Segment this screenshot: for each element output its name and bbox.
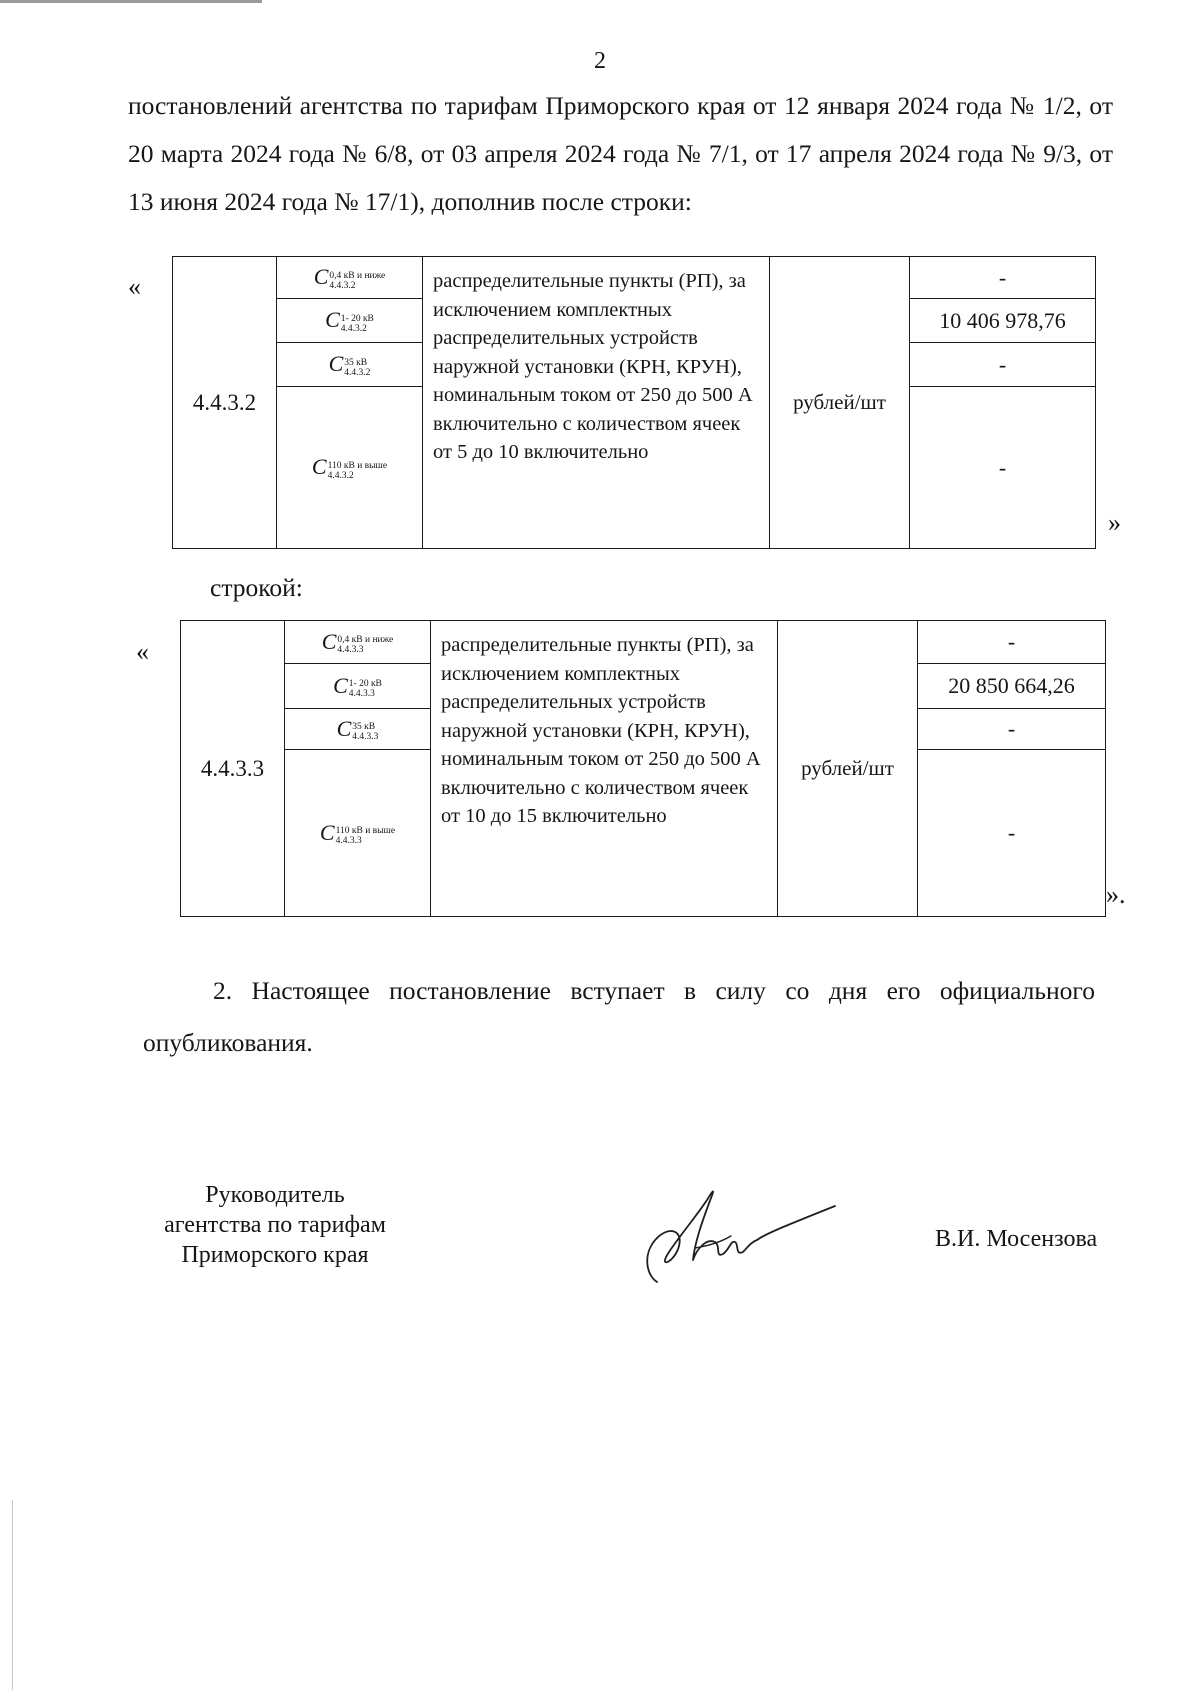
- value-cell: -: [910, 343, 1096, 387]
- signatory-line: агентства по тарифам: [164, 1212, 386, 1238]
- tariff-table-old: [172, 256, 1096, 549]
- close-quote: »: [1108, 508, 1121, 537]
- rate-symbol: C35 кВ 4.4.3.2: [277, 343, 423, 387]
- value-cell: 20 850 664,26: [918, 664, 1106, 709]
- page-number: 2: [594, 48, 606, 74]
- rate-symbol: C1- 20 кВ 4.4.3.3: [285, 664, 431, 709]
- table-code-cell: 4.4.3.3: [181, 621, 285, 917]
- unit-cell: рублей/шт: [778, 621, 918, 917]
- value-cell: 10 406 978,76: [910, 299, 1096, 343]
- signatory-title: [130, 1180, 420, 1270]
- replace-label: строкой:: [210, 573, 303, 602]
- signatory-line: Приморского края: [181, 1242, 369, 1268]
- scan-edge-bar: [0, 0, 262, 3]
- tariff-table-new: [180, 620, 1106, 917]
- clause-2-paragraph: [143, 965, 1095, 1069]
- value-cell: -: [910, 387, 1096, 549]
- scan-edge-line: [12, 1500, 13, 1690]
- value-cell: -: [918, 750, 1106, 917]
- rate-symbol: C0,4 кВ и ниже 4.4.3.3: [285, 621, 431, 664]
- table-code-cell: 4.4.3.2: [173, 257, 277, 549]
- rate-symbol: C110 кВ и выше 4.4.3.2: [277, 387, 423, 549]
- rate-symbol: C35 кВ 4.4.3.3: [285, 709, 431, 750]
- rate-symbol: C110 кВ и выше 4.4.3.3: [285, 750, 431, 917]
- handwritten-signature: [635, 1182, 845, 1292]
- signatory-line: Руководитель: [205, 1182, 345, 1208]
- rate-symbol: C0,4 кВ и ниже 4.4.3.2: [277, 257, 423, 299]
- clause-2-line-1: 2. Настоящее постановление вступает в силу со дня его официального: [213, 976, 1095, 1005]
- open-quote: «: [128, 272, 141, 301]
- clause-2-line-2: опубликования.: [143, 1028, 313, 1057]
- unit-cell: рублей/шт: [770, 257, 910, 549]
- value-cell: -: [918, 621, 1106, 664]
- intro-paragraph: постановлений агентства по тарифам Приморского края от 12 января 2024 года № 1/2, от 20 марта 2024 года № 6/8, от 03 апреля 2024 года № 7/1, от 17 апреля 2024 года № 9/3, от 13 июня 2024 года № 17/1), дополнив после строки:: [128, 91, 1113, 216]
- description-cell: распределительные пункты (РП), за исключением комплектных распределительных устройств наружной установки (КРН, КРУН), номинальным током от 250 до 500 А включительно с количеством ячеек от 10 до 15 включительно: [431, 621, 778, 917]
- signer-name: В.И. Мосензова: [935, 1226, 1098, 1252]
- rate-symbol: C1- 20 кВ 4.4.3.2: [277, 299, 423, 343]
- open-quote: «: [136, 637, 149, 666]
- description-cell: распределительные пункты (РП), за исключением комплектных распределительных устройств наружной установки (КРН, КРУН), номинальным током от 250 до 500 А включительно с количеством ячеек от 5 до 10 включительно: [423, 257, 770, 549]
- value-cell: -: [910, 257, 1096, 299]
- value-cell: -: [918, 709, 1106, 750]
- close-quote-period: ».: [1106, 880, 1126, 909]
